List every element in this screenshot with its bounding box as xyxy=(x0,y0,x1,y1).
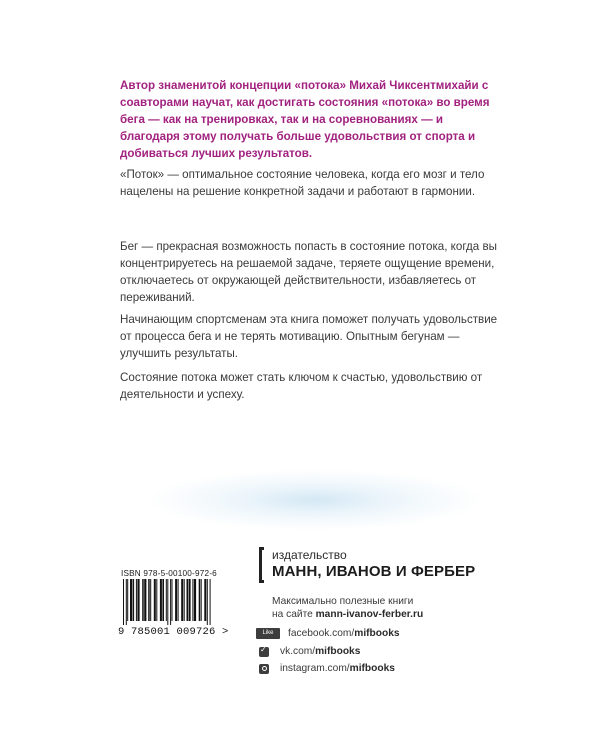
decorative-glow xyxy=(150,470,480,530)
isbn-label: ISBN 978-5-00100-972-6 xyxy=(121,569,217,578)
vk-icon xyxy=(259,647,269,657)
social-vk-prefix: vk.com/ xyxy=(280,646,316,657)
publisher-website[interactable] xyxy=(272,609,423,620)
paragraph-flow-definition: «Поток» — оптимальное состояние человека, когда его мозг и тело нацелены на решение конкретной задачи и работают в гармонии. xyxy=(120,168,485,198)
social-facebook-handle[interactable]: mifbooks xyxy=(354,628,400,639)
publisher-website-prefix: на сайте xyxy=(272,609,316,620)
barcode-icon xyxy=(122,579,228,625)
instagram-icon xyxy=(259,664,269,674)
social-vk-handle[interactable]: mifbooks xyxy=(315,646,361,657)
facebook-like-icon: Like xyxy=(256,628,280,639)
social-facebook-prefix: facebook.com/ xyxy=(288,628,355,639)
publisher-tagline: Максимально полезные книги xyxy=(272,596,414,607)
social-instagram[interactable] xyxy=(256,663,395,674)
social-vk[interactable] xyxy=(256,646,360,657)
intro-highlight: Автор знаменитой концепции «потока» Михай Чиксентмихайи с соавторами научат, как достигать состояния «потока» во время бега — как на тренировках, так и на соревнованиях — и благодаря этому получать больше удовольствия от спорта и добиваться лучших результатов. xyxy=(120,79,490,160)
publisher-label: издательство xyxy=(272,548,347,562)
publisher-website-url[interactable]: mann-ivanov-ferber.ru xyxy=(315,609,424,620)
social-instagram-prefix: instagram.com/ xyxy=(280,663,350,674)
paragraph-audience: Начинающим спортсменам эта книга поможет получать удовольствие от процесса бега и не терять мотивацию. Опытным бегунам — улучшить результаты. xyxy=(120,313,498,360)
paragraph-key-to-happiness: Состояние потока может стать ключом к счастью, удовольствию от деятельности и успеху. xyxy=(120,371,483,401)
paragraph-running-opportunity: Бег — прекрасная возможность попасть в состояние потока, когда вы концентрируетесь на решаемой задаче, теряете ощущение времени, отключаетесь от окружающей действительности, избавляетесь от переживаний. xyxy=(120,240,497,304)
social-facebook[interactable] xyxy=(256,628,400,639)
publisher-bracket-icon xyxy=(259,547,264,583)
barcode-digits: 9 785001 009726 > xyxy=(118,626,229,638)
social-instagram-handle[interactable]: mifbooks xyxy=(349,663,395,674)
publisher-name: МАНН, ИВАНОВ И ФЕРБЕР xyxy=(272,563,476,580)
